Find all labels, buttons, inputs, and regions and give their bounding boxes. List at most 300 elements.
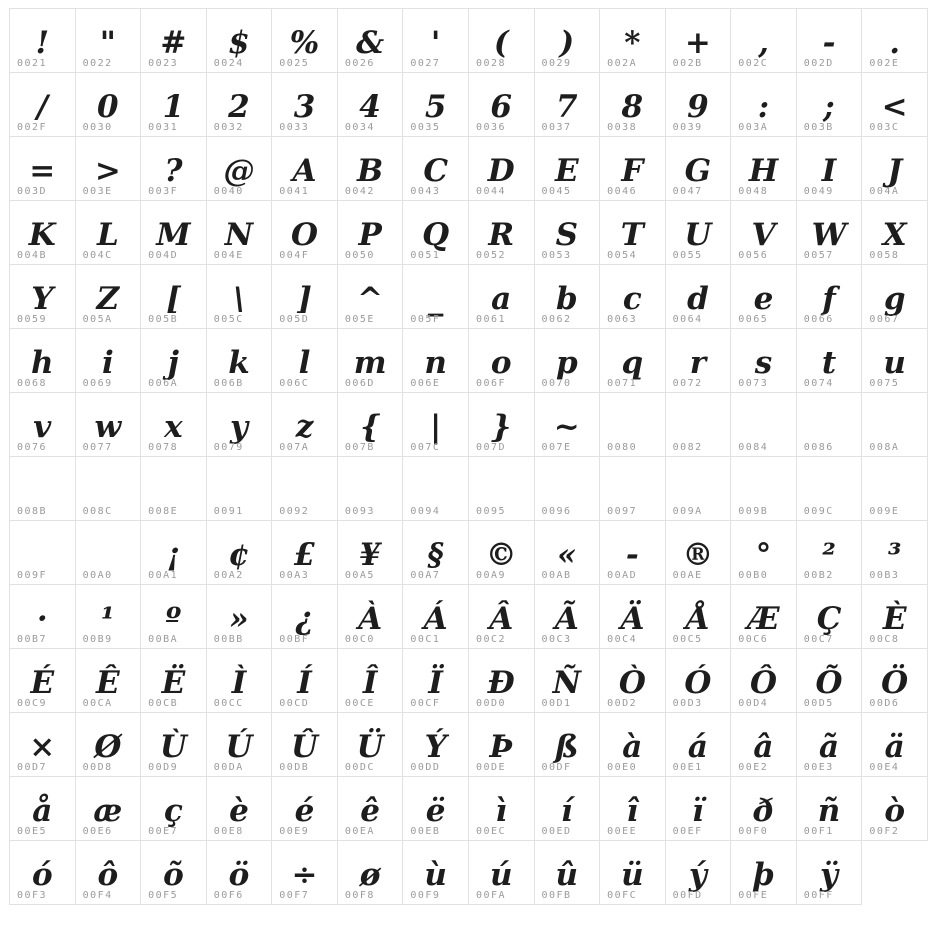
- code-label: 0082: [672, 442, 703, 453]
- code-label: 00B0: [738, 570, 769, 581]
- glyph-cell-00D8: [75, 713, 141, 777]
- glyph: p: [555, 344, 578, 381]
- code-label: 00E8: [213, 826, 244, 837]
- glyph: T: [620, 216, 644, 253]
- code-label: 002B: [672, 58, 703, 69]
- glyph-cell-0049: [796, 137, 862, 201]
- code-label: 0057: [803, 250, 834, 261]
- glyph: }: [491, 408, 512, 445]
- glyph: ¢: [228, 536, 250, 573]
- glyph: ö: [228, 856, 250, 893]
- glyph: ³: [887, 536, 902, 573]
- glyph-row: [10, 841, 928, 905]
- glyph: s: [754, 344, 773, 381]
- code-label: 0068: [17, 378, 48, 389]
- glyph-cell-0043: [403, 137, 469, 201]
- code-label: 002F: [17, 122, 48, 133]
- glyph-cell-0042: [337, 137, 403, 201]
- code-label: 0063: [607, 314, 638, 325]
- code-label: 00A9: [475, 570, 507, 581]
- glyph-cell-00C9: [10, 649, 76, 713]
- code-label: 00F8: [344, 890, 375, 901]
- glyph-cell-00A0: [75, 521, 141, 585]
- code-label: 005D: [279, 314, 310, 325]
- glyph-cell-007A: [272, 393, 338, 457]
- glyph-row: [10, 457, 928, 521]
- glyph-cell-00E6: [75, 777, 141, 841]
- glyph: o: [490, 344, 512, 381]
- glyph-cell-00FA: [468, 841, 534, 905]
- glyph-cell-0057: [796, 201, 862, 265]
- glyph: m: [353, 344, 387, 381]
- glyph-row: [10, 201, 928, 265]
- glyph-cell-006C: [272, 329, 338, 393]
- code-label: 00E3: [803, 762, 834, 773]
- glyph: Õ: [815, 664, 843, 701]
- code-label: 0037: [541, 122, 572, 133]
- glyph-cell-0096: [534, 457, 600, 521]
- code-label: 0055: [672, 250, 703, 261]
- code-label: 0051: [410, 250, 441, 261]
- glyph-row: [10, 73, 928, 137]
- code-label: 00C3: [541, 634, 572, 645]
- glyph: ·: [36, 600, 48, 637]
- glyph: ,: [758, 24, 769, 61]
- glyph: %: [289, 24, 320, 61]
- glyph: ß: [555, 728, 579, 765]
- glyph-cell-0046: [600, 137, 666, 201]
- glyph: 6: [490, 88, 512, 125]
- code-label: 00C4: [607, 634, 638, 645]
- glyph-cell-0082: [665, 393, 731, 457]
- code-label: 0092: [279, 506, 310, 517]
- glyph-cell-0052: [468, 201, 534, 265]
- code-label: 0029: [541, 58, 572, 69]
- glyph: I: [821, 152, 837, 189]
- glyph: \: [233, 280, 245, 317]
- glyph: H: [748, 152, 779, 189]
- glyph: f: [822, 280, 836, 317]
- glyph-cell-006E: [403, 329, 469, 393]
- code-label: 008E: [148, 506, 179, 517]
- glyph: »: [229, 600, 249, 637]
- glyph-cell-00D6: [862, 649, 928, 713]
- glyph: í: [560, 792, 573, 829]
- code-label: 0070: [541, 378, 572, 389]
- glyph: ¡: [166, 536, 181, 573]
- code-label: 00E6: [82, 826, 113, 837]
- glyph: ): [559, 24, 575, 61]
- glyph: G: [684, 152, 712, 189]
- glyph-cell-00A9: [468, 521, 534, 585]
- glyph-cell-0076: [10, 393, 76, 457]
- glyph-cell-00C0: [337, 585, 403, 649]
- code-label: 0041: [279, 186, 310, 197]
- glyph-cell-004B: [10, 201, 76, 265]
- code-label: 00C5: [672, 634, 703, 645]
- glyph: ô: [97, 856, 119, 893]
- code-label: 009E: [869, 506, 900, 517]
- glyph: ã: [818, 728, 840, 765]
- glyph-cell-00EC: [468, 777, 534, 841]
- glyph-cell-00C5: [665, 585, 731, 649]
- code-label: 0050: [344, 250, 375, 261]
- code-label: 0074: [803, 378, 834, 389]
- code-label: 0038: [607, 122, 638, 133]
- glyph: â: [753, 728, 774, 765]
- glyph-row: [10, 521, 928, 585]
- code-label: 00C9: [17, 698, 48, 709]
- code-label: 00CA: [82, 698, 113, 709]
- code-label: 0062: [541, 314, 572, 325]
- glyph-cell-0064: [665, 265, 731, 329]
- code-label: 00DD: [410, 762, 441, 773]
- glyph-cell-00E7: [141, 777, 207, 841]
- code-label: 00DB: [279, 762, 310, 773]
- glyph: Á: [423, 600, 448, 637]
- glyph: Ê: [96, 664, 120, 701]
- glyph-cell-0028: [468, 9, 534, 73]
- glyph-cell-0031: [141, 73, 207, 137]
- code-label: 0084: [738, 442, 769, 453]
- glyph: Ñ: [552, 664, 581, 701]
- code-label: 0031: [148, 122, 179, 133]
- glyph: n: [424, 344, 447, 381]
- glyph: O: [291, 216, 319, 253]
- glyph-cell-0093: [337, 457, 403, 521]
- glyph-cell-0091: [206, 457, 272, 521]
- glyph: ÷: [291, 856, 318, 893]
- glyph: ü: [621, 856, 644, 893]
- glyph-cell-0025: [272, 9, 338, 73]
- code-label: 00D3: [672, 698, 703, 709]
- code-label: 0053: [541, 250, 572, 261]
- glyph-cell-00AB: [534, 521, 600, 585]
- glyph: ï: [692, 792, 704, 829]
- glyph-cell-0095: [468, 457, 534, 521]
- glyph-cell-005C: [206, 265, 272, 329]
- glyph: Ù: [159, 728, 187, 765]
- glyph: 5: [424, 88, 447, 125]
- glyph-cell-0068: [10, 329, 76, 393]
- glyph-cell-00C1: [403, 585, 469, 649]
- glyph-cell-00E8: [206, 777, 272, 841]
- glyph-cell-008C: [75, 457, 141, 521]
- glyph: ø: [359, 856, 381, 893]
- glyph: 0: [97, 88, 119, 125]
- glyph: 9: [687, 88, 709, 125]
- code-label: 00E5: [17, 826, 48, 837]
- glyph-cell-0075: [862, 329, 928, 393]
- glyph-row: [10, 393, 928, 457]
- code-label: 004E: [213, 250, 244, 261]
- glyph: e: [753, 280, 774, 317]
- glyph-cell-00B9: [75, 585, 141, 649]
- code-label: 00DF: [541, 762, 572, 773]
- code-label: 0023: [148, 58, 179, 69]
- code-label: 005F: [410, 314, 441, 325]
- code-label: 007A: [279, 442, 310, 453]
- code-label: 00FD: [672, 890, 703, 901]
- glyph-cell-00F7: [272, 841, 338, 905]
- glyph: h: [31, 344, 54, 381]
- glyph: g: [883, 280, 906, 317]
- code-label: 006C: [279, 378, 310, 389]
- glyph-row: [10, 265, 928, 329]
- glyph-cell-00D3: [665, 649, 731, 713]
- code-label: 00B7: [17, 634, 48, 645]
- glyph-cell-0079: [206, 393, 272, 457]
- glyph: 1: [162, 88, 185, 125]
- code-label: 0022: [82, 58, 113, 69]
- glyph-cell-0056: [731, 201, 797, 265]
- glyph: M: [156, 216, 191, 253]
- glyph-cell-004E: [206, 201, 272, 265]
- glyph-cell-0055: [665, 201, 731, 265]
- code-label: 0036: [475, 122, 507, 133]
- glyph-cell-0027: [403, 9, 469, 73]
- code-label: 00F3: [17, 890, 48, 901]
- glyph: Ë: [161, 664, 186, 701]
- glyph: ê: [360, 792, 380, 829]
- glyph: È: [882, 600, 907, 637]
- glyph-cell-0045: [534, 137, 600, 201]
- glyph: j: [167, 344, 180, 381]
- code-label: 0043: [410, 186, 441, 197]
- glyph-cell-008B: [10, 457, 76, 521]
- glyph: 7: [555, 88, 578, 125]
- glyph: ^: [357, 280, 384, 317]
- code-label: 0054: [607, 250, 638, 261]
- glyph: a: [491, 280, 512, 317]
- glyph-cell-004C: [75, 201, 141, 265]
- code-label: 0044: [475, 186, 507, 197]
- glyph: ¥: [359, 536, 381, 573]
- glyph-cell-00C3: [534, 585, 600, 649]
- code-label: 00A7: [410, 570, 441, 581]
- glyph: u: [883, 344, 906, 381]
- glyph-cell-00DC: [337, 713, 403, 777]
- glyph: à: [622, 728, 643, 765]
- glyph: Ú: [225, 728, 253, 765]
- glyph-cell-005B: [141, 265, 207, 329]
- glyph-cell-0034: [337, 73, 403, 137]
- glyph: Í: [297, 664, 312, 701]
- glyph-cell-00FC: [600, 841, 666, 905]
- code-label: 002C: [738, 58, 769, 69]
- code-label: 0033: [279, 122, 310, 133]
- glyph: Ð: [487, 664, 515, 701]
- glyph-table: [9, 8, 928, 905]
- glyph-cell-00F8: [337, 841, 403, 905]
- glyph: r: [689, 344, 707, 381]
- code-label: 004D: [148, 250, 179, 261]
- glyph: 4: [359, 88, 381, 125]
- glyph-cell-0038: [600, 73, 666, 137]
- glyph: X: [882, 216, 907, 253]
- code-label: 007E: [541, 442, 572, 453]
- glyph: ¹: [101, 600, 115, 637]
- code-label: 00FA: [475, 890, 507, 901]
- glyph-cell-0063: [600, 265, 666, 329]
- glyph-cell-0033: [272, 73, 338, 137]
- glyph: ì: [495, 792, 508, 829]
- glyph: <: [881, 88, 908, 125]
- code-label: 00C2: [475, 634, 507, 645]
- glyph-cell-0021: [10, 9, 76, 73]
- glyph-cell-0071: [600, 329, 666, 393]
- glyph-cell-00CD: [272, 649, 338, 713]
- code-label: 0075: [869, 378, 900, 389]
- glyph: (: [493, 24, 509, 61]
- glyph-cell-00E3: [796, 713, 862, 777]
- code-label: 0024: [213, 58, 244, 69]
- glyph: æ: [93, 792, 123, 829]
- glyph: Ì: [231, 664, 247, 701]
- code-label: 00CB: [148, 698, 179, 709]
- glyph-cell-00D7: [10, 713, 76, 777]
- code-label: 00BF: [279, 634, 310, 645]
- code-label: 0093: [344, 506, 375, 517]
- code-label: 00AD: [607, 570, 638, 581]
- code-label: 0021: [17, 58, 48, 69]
- code-label: 00DA: [213, 762, 244, 773]
- glyph: ²: [822, 536, 836, 573]
- glyph-cell-0037: [534, 73, 600, 137]
- glyph: w: [94, 408, 122, 445]
- glyph-cell-002F: [10, 73, 76, 137]
- glyph: E: [554, 152, 579, 189]
- glyph-cell-0051: [403, 201, 469, 265]
- glyph: Ö: [881, 664, 909, 701]
- code-label: 002D: [803, 58, 834, 69]
- glyph-cell-0086: [796, 393, 862, 457]
- glyph-cell-002D: [796, 9, 862, 73]
- code-label: 00A1: [148, 570, 179, 581]
- glyph-cell-0050: [337, 201, 403, 265]
- glyph-cell-0065: [731, 265, 797, 329]
- code-label: 0073: [738, 378, 769, 389]
- code-label: 0035: [410, 122, 441, 133]
- code-label: 0032: [213, 122, 244, 133]
- glyph-cell-0040: [206, 137, 272, 201]
- glyph-cell-00EA: [337, 777, 403, 841]
- glyph-cell-0073: [731, 329, 797, 393]
- glyph: Ý: [424, 728, 447, 765]
- glyph: Ï: [428, 664, 443, 701]
- code-label: 00F6: [213, 890, 244, 901]
- glyph: q: [621, 344, 644, 381]
- code-label: 006B: [213, 378, 244, 389]
- glyph: Ä: [620, 600, 645, 637]
- code-label: 00E9: [279, 826, 310, 837]
- code-label: 0076: [17, 442, 48, 453]
- glyph-cell-0047: [665, 137, 731, 201]
- glyph: Æ: [747, 600, 780, 637]
- code-label: 00D1: [541, 698, 572, 709]
- code-label: 002E: [869, 58, 900, 69]
- code-label: 002A: [607, 58, 638, 69]
- glyph: .: [889, 24, 901, 61]
- code-label: 00C6: [738, 634, 769, 645]
- code-label: 00CC: [213, 698, 244, 709]
- glyph: |: [430, 408, 442, 445]
- glyph: d: [687, 280, 709, 317]
- glyph-cell-00CC: [206, 649, 272, 713]
- glyph: :: [757, 88, 770, 125]
- glyph: Û: [291, 728, 319, 765]
- code-label: 00B2: [803, 570, 834, 581]
- glyph: Â: [489, 600, 514, 637]
- code-label: 003E: [82, 186, 113, 197]
- code-label: 0071: [607, 378, 638, 389]
- glyph-cell-006D: [337, 329, 403, 393]
- glyph: Ò: [618, 664, 646, 701]
- glyph: A: [292, 152, 317, 189]
- glyph-cell-007C: [403, 393, 469, 457]
- glyph: °: [755, 536, 772, 573]
- glyph-cell-005A: [75, 265, 141, 329]
- glyph-cell-006A: [141, 329, 207, 393]
- code-label: 00DE: [475, 762, 507, 773]
- glyph: v: [33, 408, 52, 445]
- glyph: î: [626, 792, 639, 829]
- glyph: ä: [884, 728, 905, 765]
- glyph-cell-0069: [75, 329, 141, 393]
- glyph: c: [622, 280, 642, 317]
- code-label: 009F: [17, 570, 48, 581]
- glyph: R: [488, 216, 515, 253]
- code-label: 0027: [410, 58, 441, 69]
- code-label: 0059: [17, 314, 48, 325]
- code-label: 00E1: [672, 762, 703, 773]
- glyph: §: [427, 536, 444, 573]
- glyph-cell-0030: [75, 73, 141, 137]
- code-label: 0079: [213, 442, 244, 453]
- glyph-cell-00FB: [534, 841, 600, 905]
- glyph-cell-0072: [665, 329, 731, 393]
- glyph-cell-0023: [141, 9, 207, 73]
- code-label: 00C8: [869, 634, 900, 645]
- code-label: 00F2: [869, 826, 900, 837]
- glyph-cell-005D: [272, 265, 338, 329]
- glyph-cell-0058: [862, 201, 928, 265]
- code-label: 00F1: [803, 826, 834, 837]
- glyph-cell-00A2: [206, 521, 272, 585]
- code-label: 004C: [82, 250, 113, 261]
- glyph: W: [811, 216, 847, 253]
- glyph: É: [30, 664, 55, 701]
- glyph-cell-00DD: [403, 713, 469, 777]
- code-label: 00B9: [82, 634, 113, 645]
- glyph: À: [358, 600, 383, 637]
- glyph-cell-0059: [10, 265, 76, 329]
- glyph: ?: [164, 152, 183, 189]
- glyph-cell-0026: [337, 9, 403, 73]
- code-label: 0028: [475, 58, 507, 69]
- code-label: 00E0: [607, 762, 638, 773]
- glyph: 2: [228, 88, 250, 125]
- glyph-cell-00FF: [796, 841, 862, 905]
- glyph: #: [160, 24, 187, 61]
- glyph-cell-00D9: [141, 713, 207, 777]
- glyph-cell-007D: [468, 393, 534, 457]
- code-label: 00E2: [738, 762, 769, 773]
- code-label: 00BB: [213, 634, 244, 645]
- glyph-cell-00C2: [468, 585, 534, 649]
- glyph: ]: [297, 280, 312, 317]
- empty-area: [862, 841, 928, 905]
